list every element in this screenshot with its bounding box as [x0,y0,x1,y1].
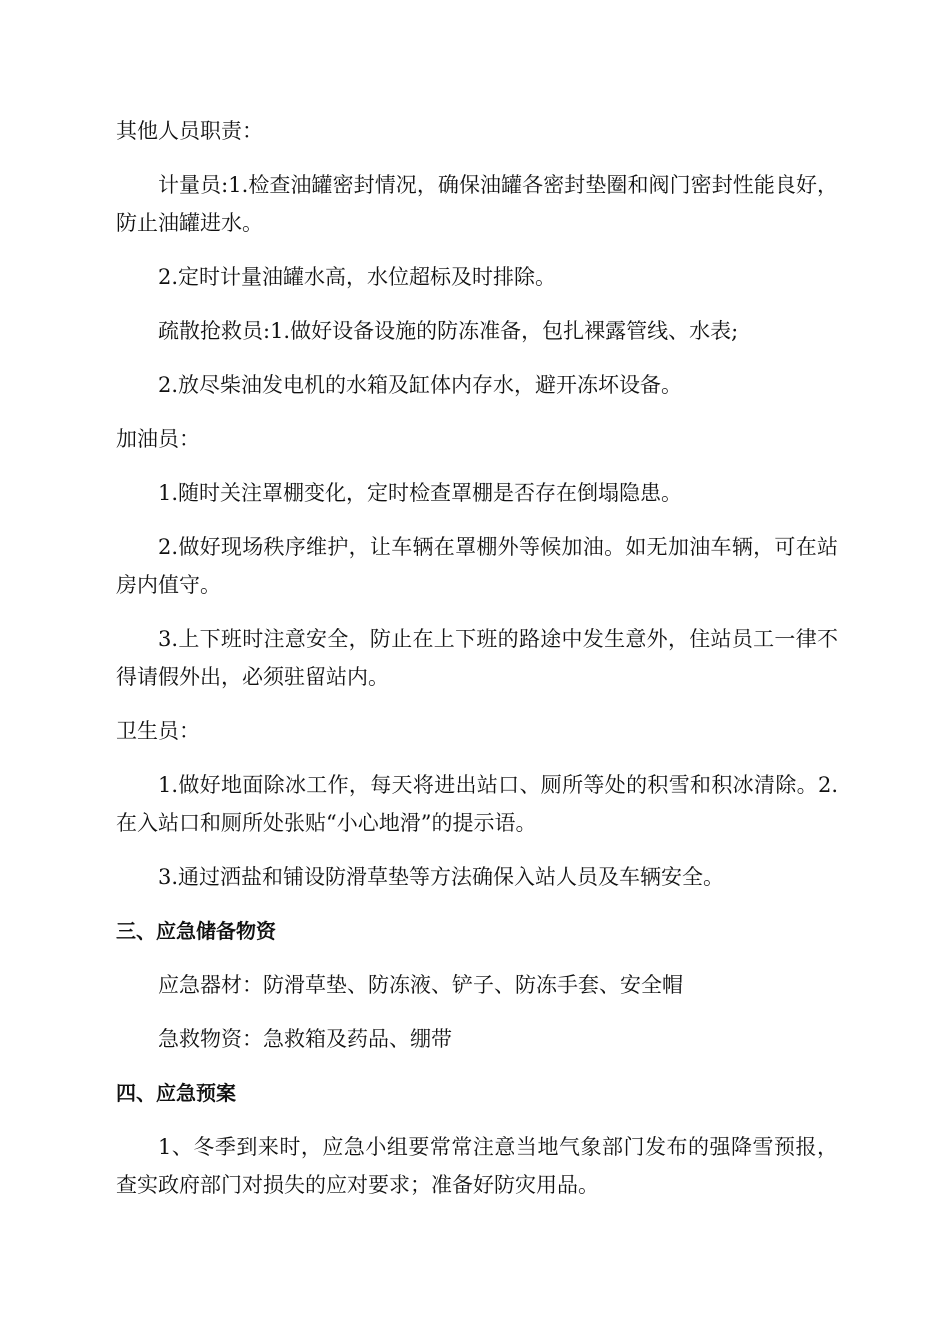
paragraph-sanitation-duty-3: 3.通过洒盐和铺设防滑草垫等方法确保入站人员及车辆安全。 [158,865,725,889]
heading-emergency-supplies: 三、应急储备物资 [116,919,276,943]
paragraph-sanitation-duty-1: 1.做好地面除冰工作，每天将进出站口、厕所等处的积雪和积冰清除。2.在入站口和厕所处张贴“小心地滑”的提示语。 [116,773,838,835]
paragraph-metering-duty-2: 2.定时计量油罐水高，水位超标及时排除。 [158,265,557,289]
paragraph-fueling-duty-1: 1.随时关注罩棚变化，定时检查罩棚是否存在倒塌隐患。 [158,481,683,505]
paragraph-metering-duty-1: 计量员:1.检查油罐密封情况，确保油罐各密封垫圈和阀门密封性能良好，防止油罐进水。 [116,173,838,235]
section-title-sanitation-staff: 卫生员： [116,719,200,743]
heading-emergency-plan: 四、应急预案 [116,1081,236,1105]
section-title-other-staff: 其他人员职责： [116,119,263,143]
paragraph-fueling-duty-3: 3.上下班时注意安全，防止在上下班的路途中发生意外，住站员工一律不得请假外出，必须驻留站内。 [116,627,838,689]
paragraph-first-aid-supplies: 急救物资：急救箱及药品、绷带 [158,1027,452,1051]
section-title-fueling-staff: 加油员： [116,427,200,451]
paragraph-evacuation-duty-1: 疏散抢救员:1.做好设备设施的防冻准备，包扎裸露管线、水表; [158,319,739,343]
paragraph-emergency-plan-1: 1、冬季到来时，应急小组要常常注意当地气象部门发布的强降雪预报，查实政府部门对损失的应对要求；准备好防灾用品。 [116,1135,838,1197]
paragraph-emergency-equipment: 应急器材：防滑草垫、防冻液、铲子、防冻手套、安全帽 [158,973,683,997]
paragraph-evacuation-duty-2: 2.放尽柴油发电机的水箱及缸体内存水，避开冻坏设备。 [158,373,683,397]
paragraph-fueling-duty-2: 2.做好现场秩序维护，让车辆在罩棚外等候加油。如无加油车辆，可在站房内值守。 [116,535,838,597]
